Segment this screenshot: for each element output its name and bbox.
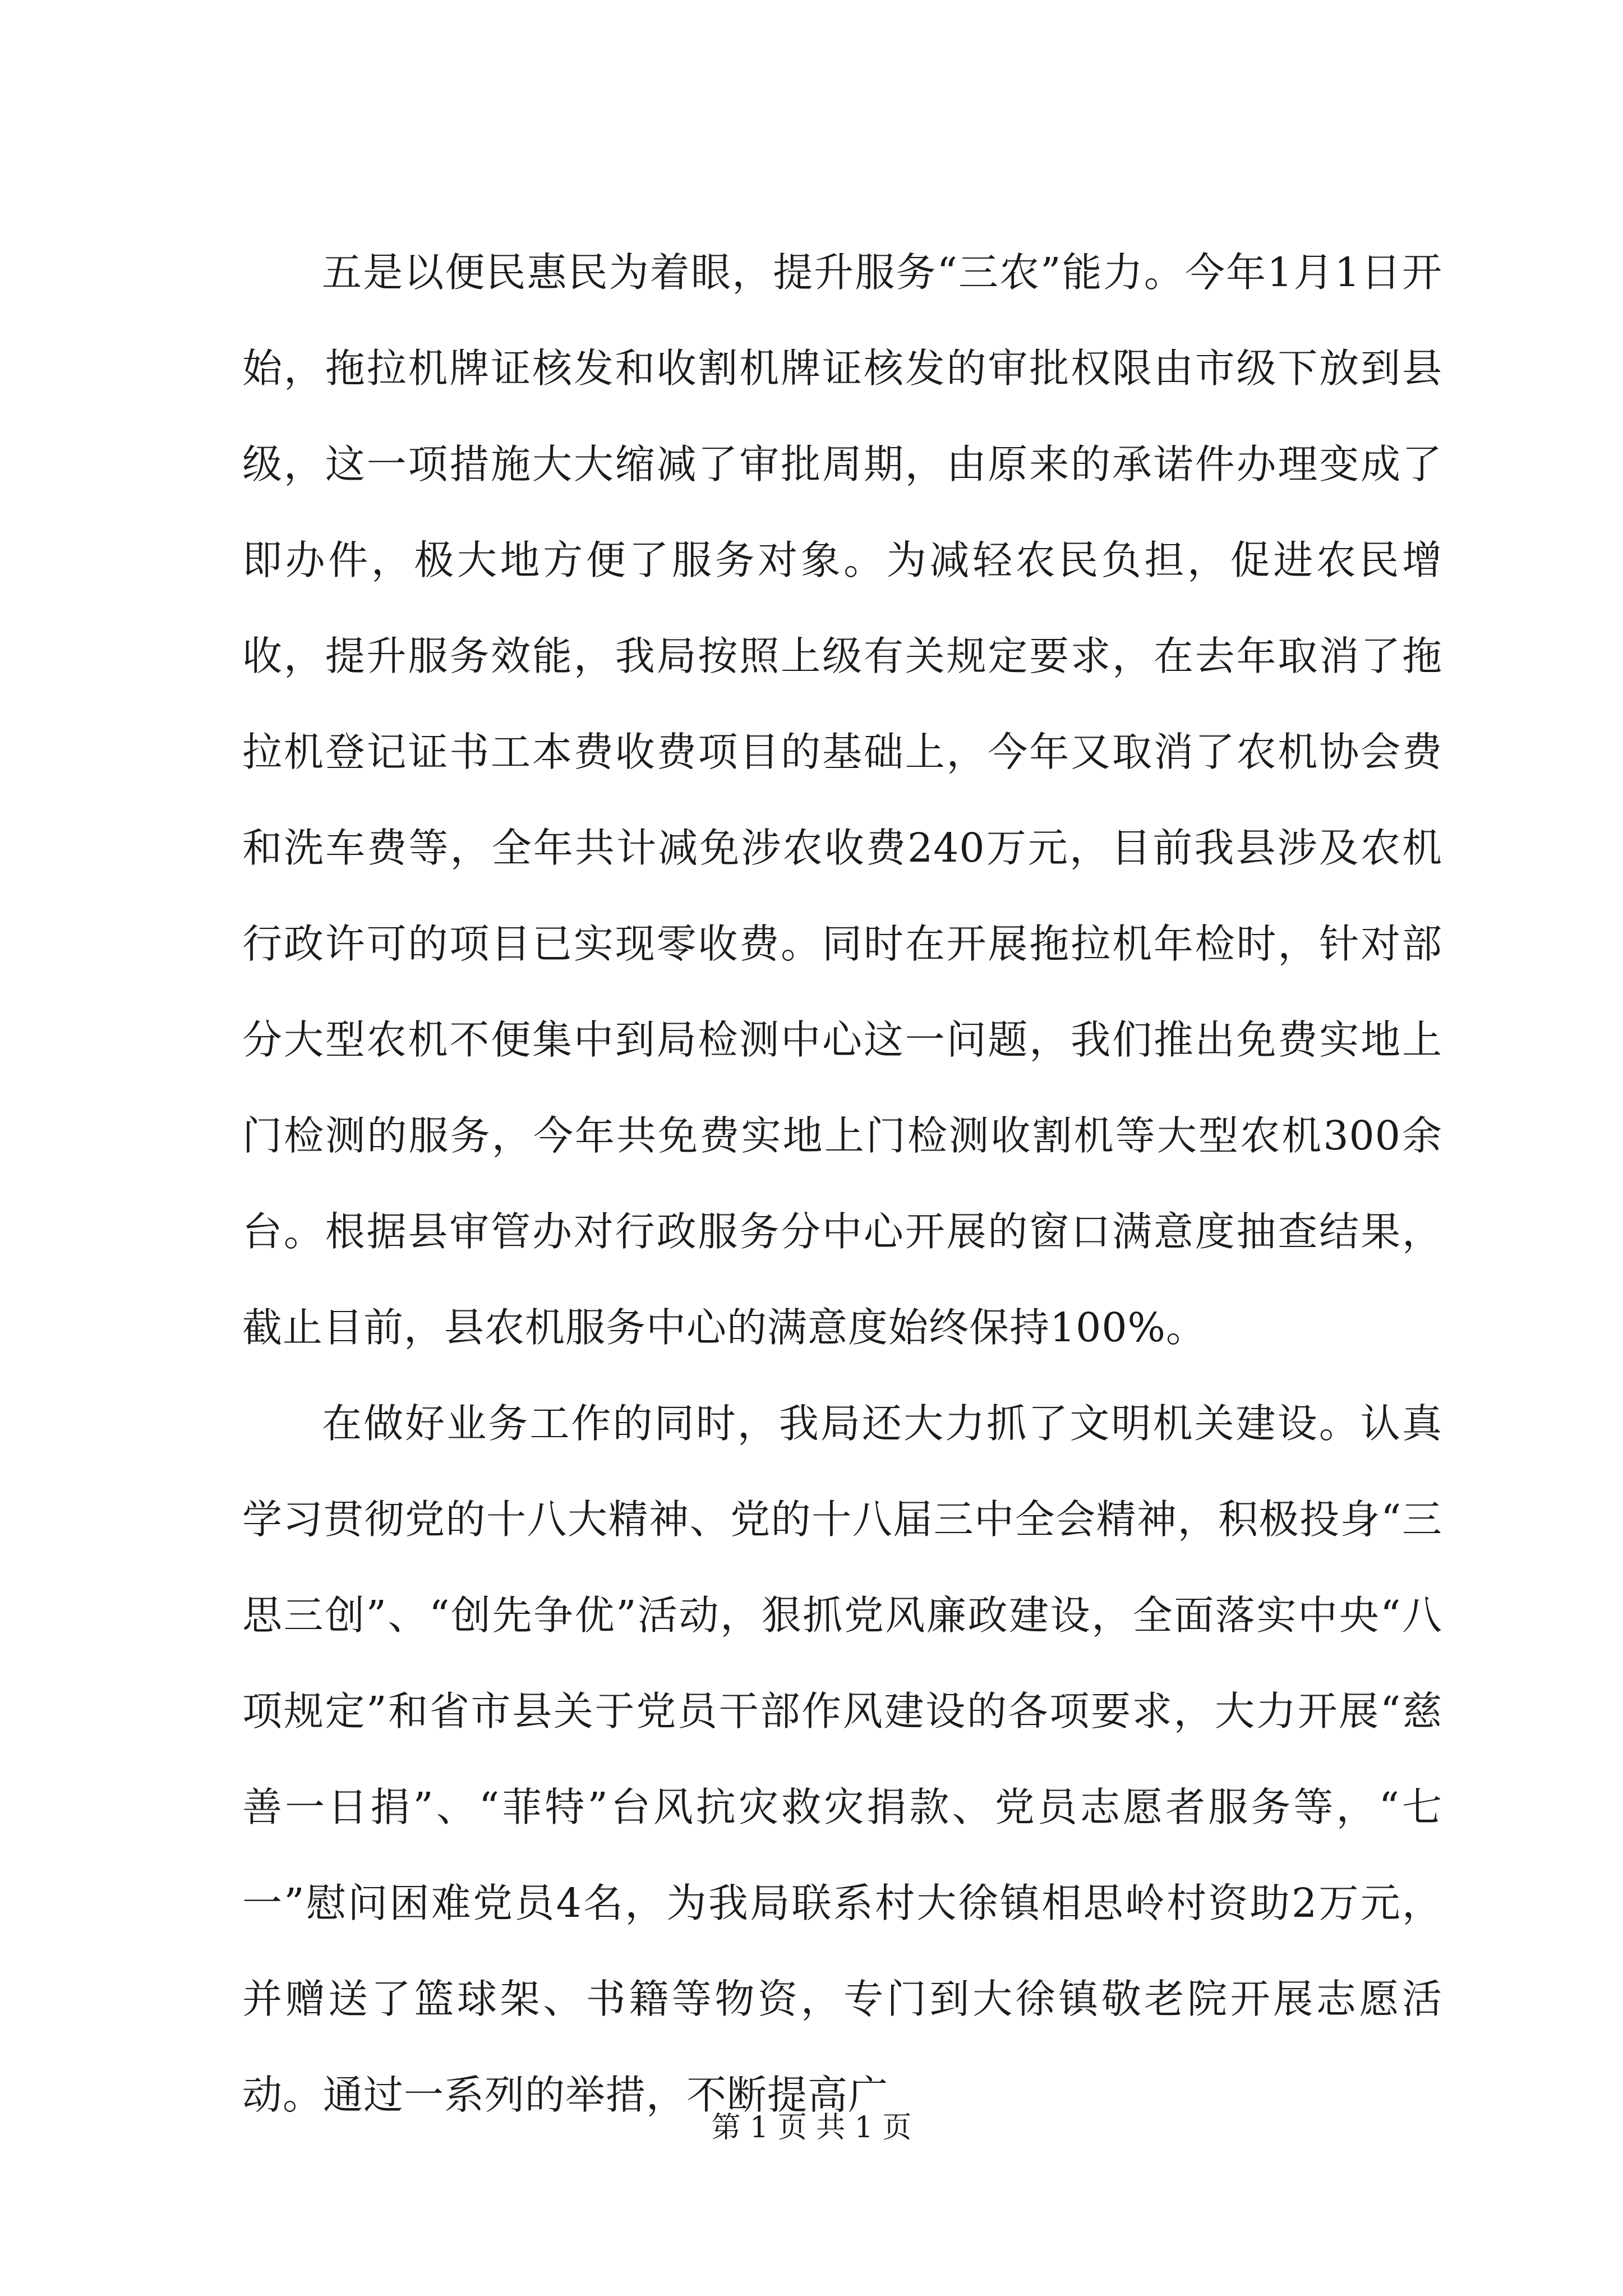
paragraph-civilization: 在做好业务工作的同时，我局还大力抓了文明机关建设。认真学习贯彻党的十八大精神、党的十八届三中全会精神，积极投身“三思三创”、“创先争优”活动，狠抓党风廉政建设，全面落实中央“八项规定”和省市县关于党员干部作风建设的各项要求，大力开展“慈善一日捐”、“菲特”台风抗灾救灾捐款、党员志愿者服务等，“七一”慰问困难党员4名，为我局联系村大徐镇相思岭村资助2万元，并赠送了篮球架、书籍等物资，专门到大徐镇敬老院开展志愿活动。通过一系列的举措，不断提高广 <box>242 1400 1442 2118</box>
page-footer: 第 1 页 共 1 页 <box>711 2111 912 2145</box>
paragraph-service: 五是以便民惠民为着眼，提升服务“三农”能力。今年1月1日开始，拖拉机牌证核发和收割机牌证核发的审批权限由市级下放到县级，这一项措施大大缩减了审批周期，由原来的承诺件办理变成了即办件，极大地方便了服务对象。为减轻农民负担，促进农民增收，提升服务效能，我局按照上级有关规定要求，在去年取消了拖拉机登记证书工本费收费项目的基础上，今年又取消了农机协会费和洗车费等，全年共计减免涉农收费240万元，目前我县涉及农机行政许可的项目已实现零收费。同时在开展拖拉机年检时，针对部分大型农机不便集中到局检测中心这一问题，我们推出免费实地上门检测的服务，今年共免费实地上门检测收割机等大型农机300余台。根据县审管办对行政服务分中心开展的窗口满意度抽查结果，截止目前，县农机服务中心的满意度始终保持100%。 <box>242 249 1442 1351</box>
document-body <box>242 224 1442 2143</box>
